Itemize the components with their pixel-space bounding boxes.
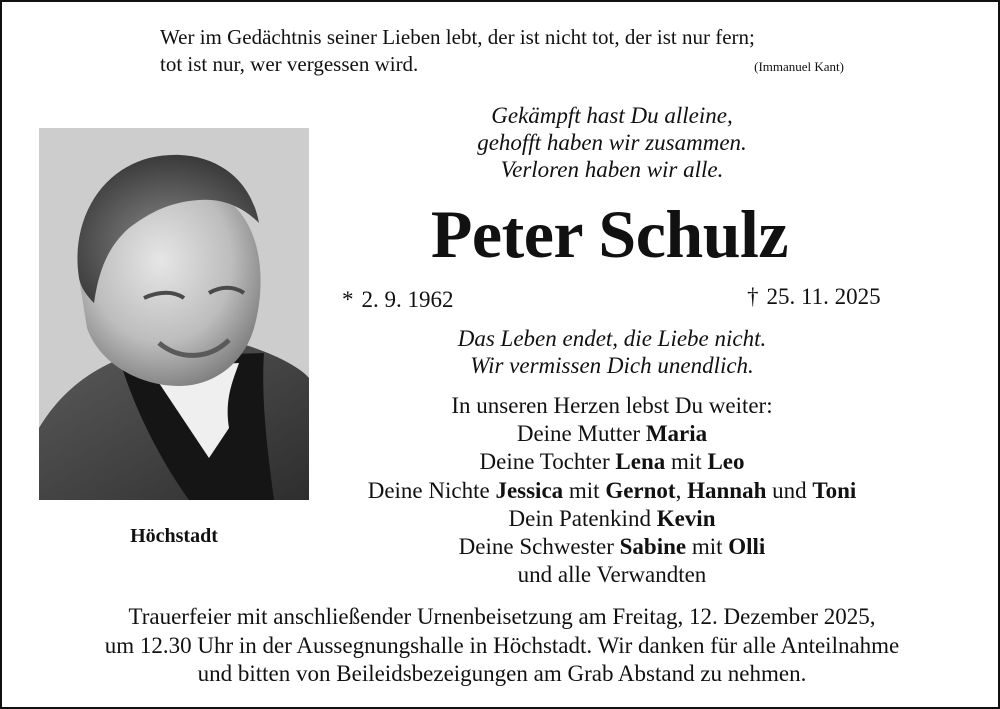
- mourner-line-nieces: [332, 477, 892, 505]
- mourners-list: [332, 392, 892, 589]
- mourner-relation: Dein Patenkind: [508, 505, 657, 531]
- mourner-relation: Deine Schwester: [458, 534, 620, 560]
- mourner-line-relatives: und alle Verwandten: [517, 562, 707, 588]
- mourner-relation: Deine Tochter: [479, 449, 616, 475]
- mourner-name: Maria: [645, 421, 708, 447]
- mourner-name: Sabine: [619, 534, 687, 560]
- quote-source: (Immanuel Kant): [754, 59, 844, 74]
- mourner-connector: und: [766, 477, 813, 503]
- quote-line-1: Wer im Gedächtnis seiner Lieben lebt, der ist nicht tot, der ist nur fern;: [160, 25, 755, 49]
- mourner-name: Hannah: [687, 477, 767, 503]
- mourner-line-godchild: [332, 505, 892, 533]
- death-date: 25. 11. 2025: [766, 284, 881, 309]
- service-line: um 12.30 Uhr in der Aussegnungshalle in Höchstadt. Wir danken für alle Anteilnahme: [104, 632, 900, 658]
- birth-date-row: [342, 286, 454, 314]
- deceased-name: Peter Schulz: [430, 196, 789, 272]
- kant-quote: [160, 24, 850, 80]
- mourner-name: Kevin: [656, 505, 716, 531]
- mourner-name: Lena: [615, 449, 666, 475]
- mourner-name: Jessica: [495, 477, 564, 503]
- service-line: Trauerfeier mit anschließender Urnenbeisetzung am Freitag, 12. Dezember 2025,: [128, 604, 876, 629]
- death-date-row: [747, 283, 881, 311]
- mourner-name: Leo: [707, 449, 745, 475]
- mourner-line-sister: [332, 533, 892, 561]
- quote-line-2: tot ist nur, wer vergessen wird.: [160, 52, 419, 76]
- service-line: und bitten von Beileidsbezeigungen am Grab Abstand zu nehmen.: [197, 661, 807, 686]
- mourner-connector: ,: [675, 477, 688, 503]
- mourner-relation: Deine Nichte: [367, 477, 496, 503]
- portrait-photo: [39, 128, 309, 500]
- birth-star-icon: *: [342, 287, 354, 312]
- mourner-line-daughter: [332, 448, 892, 476]
- mourner-connector: mit: [686, 534, 729, 560]
- mourner-name: Gernot: [605, 477, 676, 503]
- motto-line: Verloren haben wir alle.: [500, 157, 724, 182]
- mourner-name: Toni: [812, 477, 857, 503]
- verse-line: Das Leben endet, die Liebe nicht.: [457, 326, 767, 351]
- portrait-image: [39, 128, 309, 500]
- place-of-residence: Höchstadt: [130, 525, 218, 547]
- quote-line-2-row: [160, 51, 850, 80]
- motto-line: gehofft haben wir zusammen.: [477, 130, 747, 155]
- verse-line: Wir vermissen Dich unendlich.: [470, 353, 754, 378]
- motto-verse: [412, 102, 812, 183]
- mourner-line-mother: [332, 420, 892, 448]
- mourner-name: Olli: [728, 534, 766, 560]
- mourner-connector: mit: [563, 477, 606, 503]
- mourners-intro: In unseren Herzen lebst Du weiter:: [451, 393, 773, 418]
- mourner-relation: Deine Mutter: [516, 421, 646, 447]
- funeral-service-notice: [22, 603, 982, 689]
- mourner-connector: mit: [665, 449, 708, 475]
- death-cross-icon: †: [747, 284, 759, 309]
- motto-line: Gekämpft hast Du alleine,: [491, 103, 733, 128]
- remembrance-verse: [412, 325, 812, 379]
- birth-date: 2. 9. 1962: [361, 287, 454, 312]
